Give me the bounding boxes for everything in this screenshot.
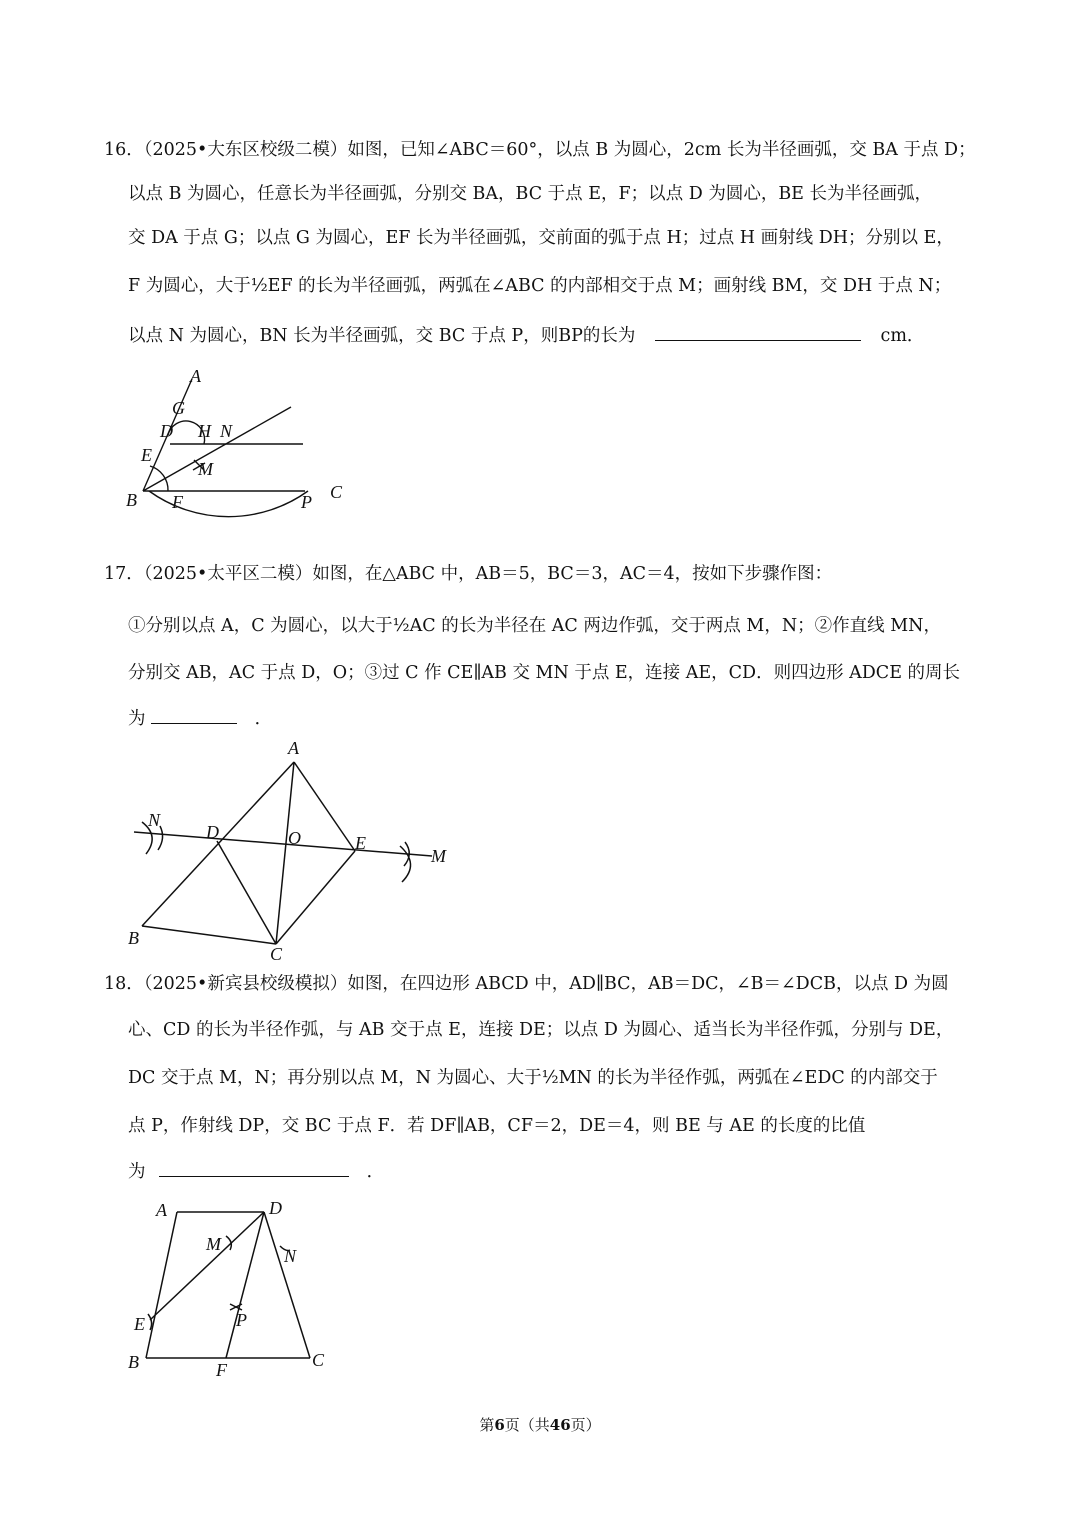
label-B: B	[128, 1352, 139, 1372]
p17-end: ．	[254, 709, 273, 729]
p16-line-5	[128, 322, 924, 348]
p16-line-2: 以点 B 为圆心，任意长为半径画弧，分别交 BA，BC 于点 E，F；以点 D 为圆心，BE 长为半径画弧，	[128, 184, 933, 204]
label-C: C	[312, 1350, 325, 1370]
label-H: H	[198, 421, 211, 441]
footer-prefix: 第	[479, 1416, 495, 1434]
p18-line-4: 点 P，作射线 DP，交 BC 于点 F．若 DF∥AB，CF＝2，DE＝4，则 BE 与 AE 的长度的比值	[128, 1116, 866, 1136]
label-N: N	[220, 421, 233, 441]
label-E: E	[141, 445, 152, 465]
label-N: N	[148, 810, 161, 830]
figure-18	[120, 1192, 340, 1382]
label-A: A	[190, 366, 201, 386]
label-D: D	[206, 822, 219, 842]
label-O: O	[288, 828, 301, 848]
label-A: A	[156, 1200, 167, 1220]
footer-middle: 页（共	[504, 1416, 550, 1434]
footer-suffix: 页）	[570, 1416, 601, 1434]
p18-line-3: DC 交于点 M，N；再分别以点 M，N 为圆心、大于½MN 的长为半径作弧，两弧在∠EDC 的内部交于	[128, 1068, 938, 1088]
p18-end: ．	[366, 1162, 385, 1182]
figure-18-labels	[128, 1198, 325, 1380]
p18-line-2: 心、CD 的长为半径作弧，与 AB 交于点 E，连接 DE；以点 D 为圆心、适当长为半径作弧，分别与 DE，	[128, 1020, 954, 1040]
label-A: A	[288, 738, 299, 758]
label-G: G	[172, 398, 185, 418]
label-N: N	[284, 1246, 297, 1266]
figure-16	[120, 362, 360, 542]
p17-line-3: 分别交 AB，AC 于点 D，O；③过 C 作 CE∥AB 交 MN 于点 E，连接 AE，CD．则四边形 ADCE 的周长	[128, 663, 961, 683]
p17-line-2: ①分别以点 A，C 为圆心，以大于½AC 的长为半径在 AC 两边作弧，交于两点 M，N；②作直线 MN，	[128, 616, 941, 636]
footer-page-number: 6	[494, 1416, 505, 1434]
figure-17	[120, 734, 460, 964]
p18-line-5	[128, 1158, 384, 1184]
label-M: M	[198, 459, 213, 479]
label-B: B	[126, 490, 137, 510]
p17-line-1: 17．（2025•太平区二模）如图，在△ABC 中，AB＝5，BC＝3，AC＝4，按如下步骤作图：	[104, 564, 833, 584]
p18-line-1: 18．（2025•新宾县校级模拟）如图，在四边形 ABCD 中，AD∥BC，AB＝DC，∠B＝∠DCB，以点 D 为圆	[104, 974, 949, 994]
label-C: C	[330, 482, 343, 502]
label-F: F	[172, 492, 183, 512]
answer-blank[interactable]	[151, 705, 237, 724]
answer-blank[interactable]	[159, 1158, 349, 1177]
label-C: C	[270, 944, 283, 964]
label-M: M	[206, 1234, 221, 1254]
label-P: P	[236, 1310, 247, 1330]
label-P: P	[301, 492, 312, 512]
p17-line-4	[128, 705, 272, 731]
p16-line-5-text: 以点 N 为圆心，BN 长为半径画弧，交 BC 于点 P，则BP的长为	[128, 326, 636, 346]
p16-line-4: F 为圆心，大于½EF 的长为半径画弧，两弧在∠ABC 的内部相交于点 M；画射线 BM，交 DH 于点 N；	[128, 276, 952, 296]
footer-total-pages: 46	[549, 1416, 571, 1434]
p17-line-4-text: 为	[128, 709, 146, 729]
page-footer	[0, 1414, 1080, 1435]
p18-line-5-text: 为	[128, 1162, 146, 1182]
label-E: E	[134, 1314, 145, 1334]
label-B: B	[128, 928, 139, 948]
p16-unit: cm．	[880, 326, 925, 346]
p16-line-1: 16．（2025•大东区校级二模）如图，已知∠ABC＝60°，以点 B 为圆心，2cm 长为半径画弧，交 BA 于点 D；	[104, 140, 976, 160]
label-D: D	[160, 421, 173, 441]
label-M: M	[431, 846, 446, 866]
answer-blank[interactable]	[655, 322, 861, 341]
label-F: F	[216, 1360, 227, 1380]
label-E: E	[355, 833, 366, 853]
label-D: D	[269, 1198, 282, 1218]
p16-line-3: 交 DA 于点 G；以点 G 为圆心，EF 长为半径画弧，交前面的弧于点 H；过点 H 画射线 DH；分别以 E，	[128, 228, 954, 248]
